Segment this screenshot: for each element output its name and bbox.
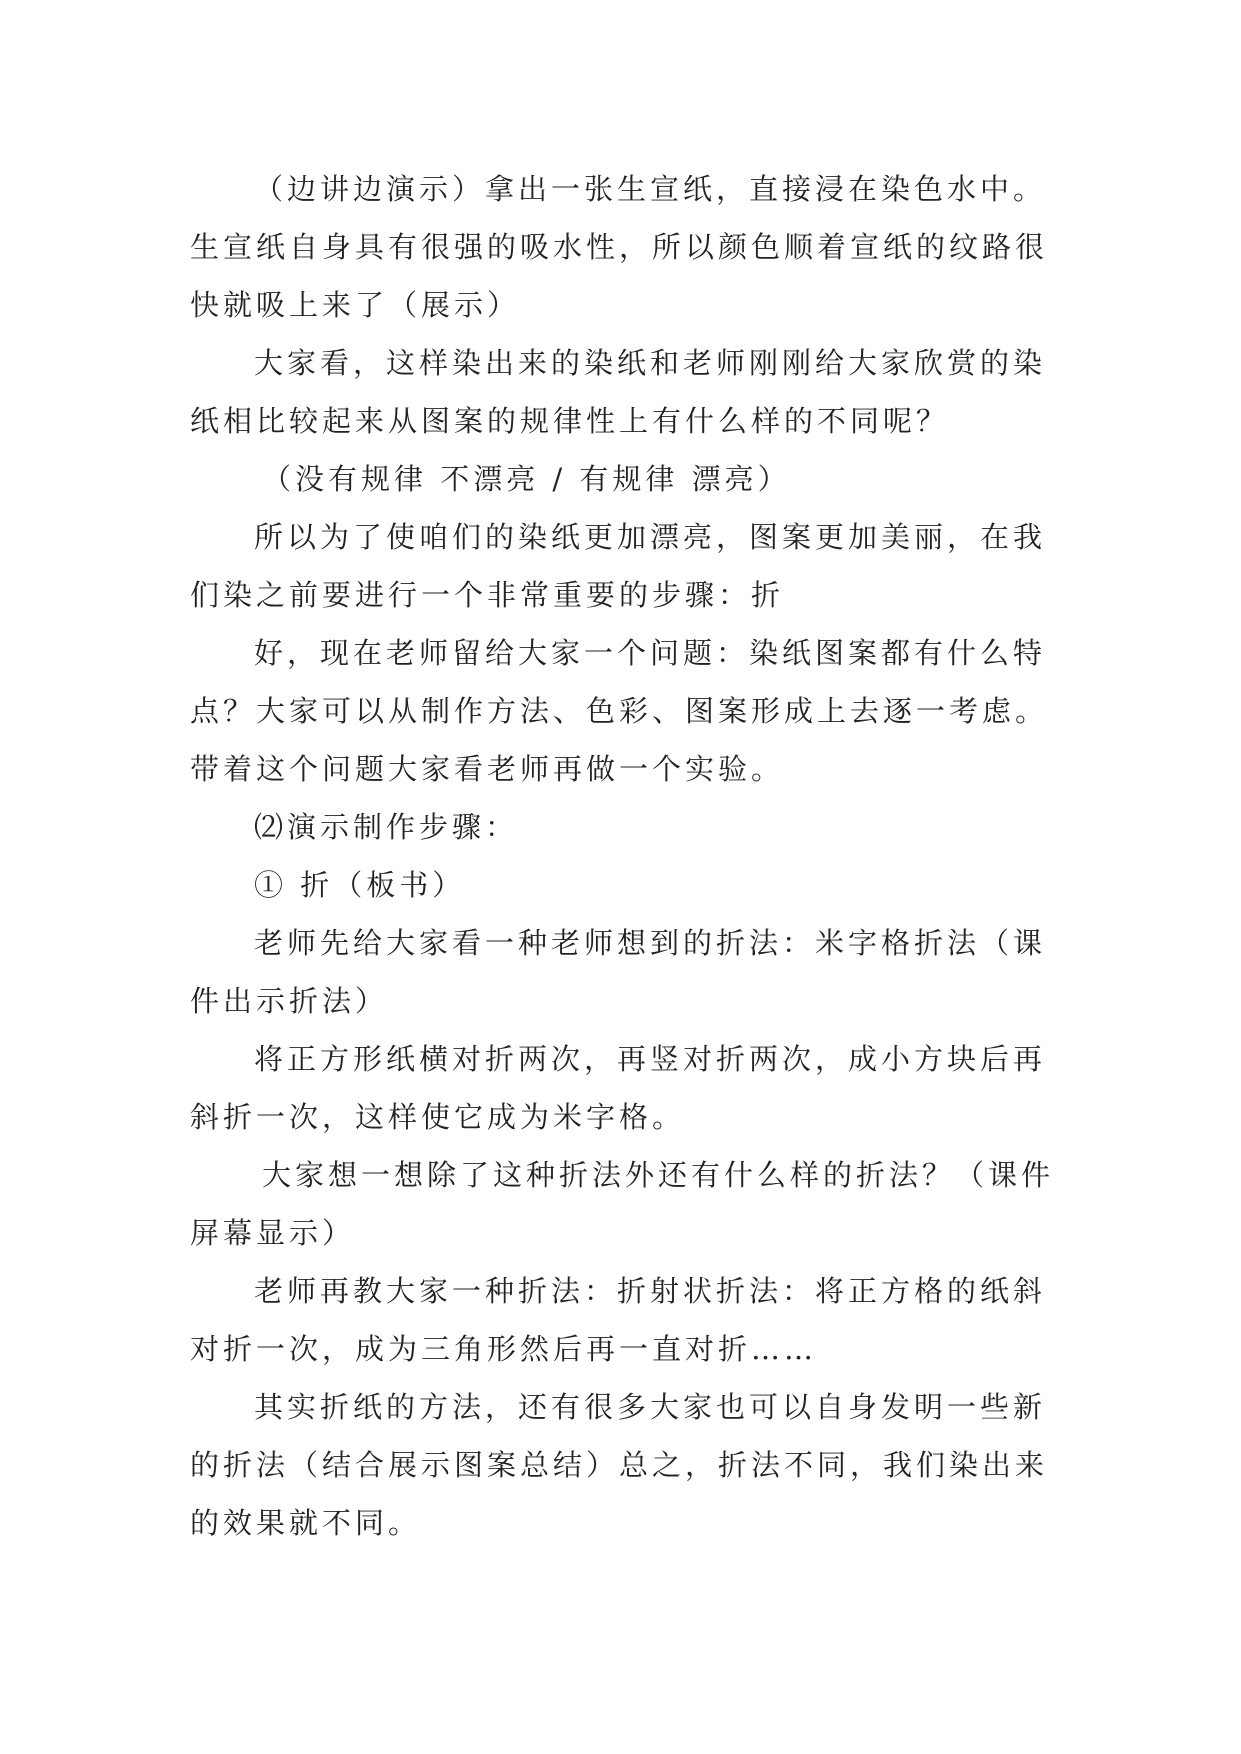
paragraph-comparison-question: 大家看，这样染出来的染纸和老师刚刚给大家欣赏的染纸相比较起来从图案的规律性上有什么样的不同呢？ [190,346,1047,438]
paragraph-summary: 其实折纸的方法，还有很多大家也可以自身发明一些新的折法（结合展示图案总结）总之，折法不同，我们染出来的效果就不同。 [190,1390,1049,1540]
paragraph-radial-fold: 老师再教大家一种折法：折射状折法：将正方格的纸斜对折一次，成为三角形然后再一直对折…… [190,1274,1047,1366]
paragraph-step-fold: ① 折（板书） [254,868,466,902]
paragraph-fold-instructions: 将正方形纸横对折两次，再竖对折两次，成小方块后再斜折一次，这样使它成为米字格。 [190,1042,1047,1134]
paragraph-demo-steps-heading: ⑵演示制作步骤： [254,810,519,844]
paragraph-question-features: 好，现在老师留给大家一个问题：染纸图案都有什么特点？大家可以从制作方法、色彩、图案形成上去逐一考虑。带着这个问题大家看老师再做一个实验。 [190,636,1049,786]
paragraph-important-step: 所以为了使咱们的染纸更加漂亮，图案更加美丽，在我们染之前要进行一个非常重要的步骤：折 [190,520,1047,612]
paragraph-other-folds-question: 大家想一想除了这种折法外还有什么样的折法？（课件屏幕显示） [190,1158,1055,1250]
paragraph-mizige-fold: 老师先给大家看一种老师想到的折法：米字格折法（课件出示折法） [190,926,1047,1018]
paragraph-answer: （没有规律 不漂亮 / 有规律 漂亮） [262,462,791,496]
paragraph-demo-intro: （边讲边演示）拿出一张生宣纸，直接浸在染色水中。生宣纸自身具有很强的吸水性，所以颜色顺着宣纸的纹路很快就吸上来了（展示） [190,172,1049,322]
document-body [190,160,1070,1552]
